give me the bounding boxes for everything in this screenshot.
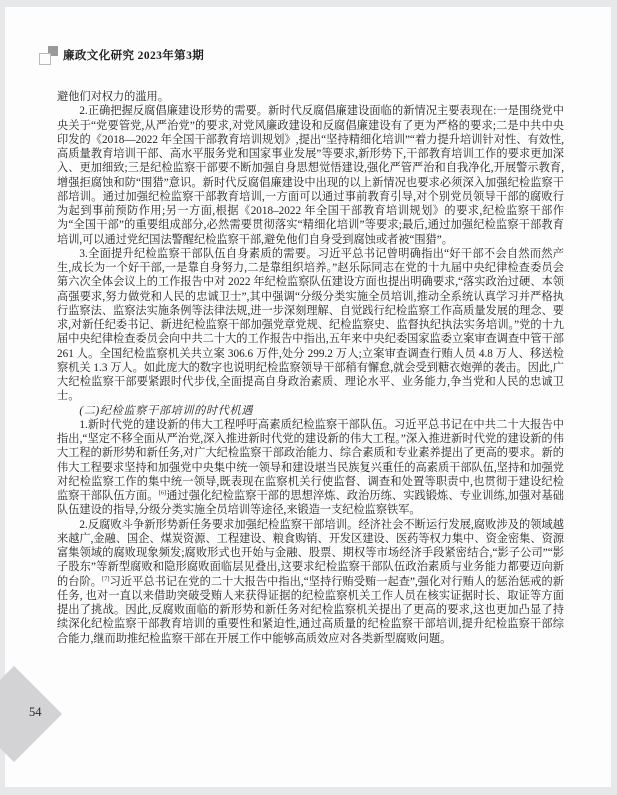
paragraph: 2.正确把握反腐倡廉建设形势的需要。新时代反腐倡廉建设面临的新情况主要表现在:一是围绕党中央关于“党要管党,从严治党”的要求,对党风廉政建设和反腐倡廉建设有了更为严格的要求;二是中共中央印发的《2018—2022 年全国干部教育培训规划》,提出“坚持精细化培训”“着力提升培训针对性、有效性,高质量教育培训干部、高水平服务党和国家事业发展”等要求,新形势下,干部教育培训工作的要求更加深入、更加细致;三是纪检监察干部要不断加强自身思想觉悟建设,强化严管严治和自我净化,开展警示教育,增强拒腐蚀和防“围猎”意识。新时代反腐倡廉建设中出现的以上新情况也要求必须深入加强纪检监察干部培训。通过加强纪检监察干部教育培训,一方面可以通过事前教育引导,对个别党员领导干部的腐败行为起到事前预防作用;另一方面,根据《2018–2022 年全国干部教育培训规划》的要求,纪检监察干部作为“全国干部”的重要组成部分,必然需要贯彻落实“精细化培训”等要求;最后,通过加强纪检监察干部教育培训,可以通过党纪国法警醒纪检监察干部,避免他们自身受到腐蚀或者被“围猎”。 <box>57 105 564 246</box>
paragraph: 避他们对权力的滥用。 <box>57 91 169 103</box>
journal-header <box>39 45 204 65</box>
section-subheading: (二)纪检监察干部培训的时代机遇 <box>79 404 254 417</box>
paragraph: 1.新时代党的建设新的伟大工程呼吁高素质纪检监察干部队伍。习近平总书记在中共二十大报告中指出,“坚定不移全面从严治党,深入推进新时代党的建设新的伟大工程。”深入推进新时代党的建设新的伟大工程的新形势和新任务,对广大纪检监察干部政治能力、综合素质和专业素养提出了更高的要求。新的伟大工程要求坚持和加强党中央集中统一领导和建设堪当民族复兴重任的高素质干部队伍,坚持和加强党对纪检监察工作的集中统一领导,既表现在监察机关行使监督、调查和处置等职责中,也贯彻于建设纪检监察干部队伍方面。[6]通过强化纪检监察干部的思想淬炼、政治历练、实践锻炼、专业训练,加强对基础队伍建设的指导,分级分类实施全员培训等途径,来锻造一支纪检监察铁军。 <box>57 418 564 517</box>
paper-page <box>5 7 611 787</box>
page-number: 54 <box>29 705 42 719</box>
article-body <box>57 90 564 646</box>
citation-marker: [6] <box>158 489 167 497</box>
overlapping-squares-icon <box>39 46 58 65</box>
journal-title: 廉政文化研究 2023年第3期 <box>63 50 205 62</box>
paragraph: 3.全面提升纪检监察干部队伍自身素质的需要。习近平总书记曾明确指出“好干部不会自然而然产生,成长为一个好干部,一是靠自身努力,二是靠组织培养。”赵乐际同志在党的十九届中央纪律检查委员会第六次全体会议上的工作报告中对 2022 年纪检监察队伍建设方面也提出明确要求,“落实政治过硬、本领高强要求,努力做党和人民的忠诚卫士”,其中强调“分级分类实施全员培训,推动全系统认真学习并严格执行监察法、监察法实施条例等法律法规,进一步深刻理解、自觉践行纪检监察工作高质量发展的理念、要求,对新任纪委书记、新进纪检监察干部加强党章党规、纪检监察史、监督执纪执法实务培训。”党的十九届中央纪律检查委员会向中共二十大的工作报告中指出,五年来中央纪委国家监委立案审查调查中管干部 261 人。全国纪检监察机关共立案 306.6 万件,处分 299.2 万人;立案审查调查行贿人员 4.8 万人、移送检察机关 1.3 万人。如此庞大的数字也说明纪检监察领导干部稍有懈怠,就会受到糖衣炮弹的袭击。因此,广大纪检监察干部要紧跟时代步伐,全面提高自身政治素质、理论水平、业务能力,争当党和人民的忠诚卫士。 <box>57 247 564 403</box>
paragraph: 2.反腐败斗争新形势新任务要求加强纪检监察干部培训。经济社会不断运行发展,腐败涉及的领域越来越广,金融、国企、煤炭资源、工程建设、粮食购销、开发区建设、医药等权力集中、资金密集、资源富集领域的腐败现象频发;腐败形式也开始与金融、股票、期权等市场经济手段紧密结合,“影子公司”“影子股东”等新型腐败和隐形腐败面临层见叠出,这要求纪检监察干部队伍政治素质与业务能力都要迈向新的台阶。[7]习近平总书记在党的二十大报告中指出,“坚持行贿受贿一起查”,强化对行贿人的惩治惩戒的新任务, 也对一直以来借助突破受贿人来获得证据的纪检监察机关工作人员在核实证据时长、取证等方面提出了挑战。因此,反腐败面临的新形势和新任务对纪检监察机关提出了更高的要求,这也更加凸显了持续深化纪检监察干部教育培训的重要性和紧迫性,通过高质量的纪检监察干部培训,提升纪检监察干部综合能力,继而助推纪检监察干部在开展工作中能够高质效应对各类新型腐败问题。 <box>57 518 564 645</box>
citation-marker: [7] <box>102 574 110 582</box>
logo-outline-square <box>39 53 51 65</box>
